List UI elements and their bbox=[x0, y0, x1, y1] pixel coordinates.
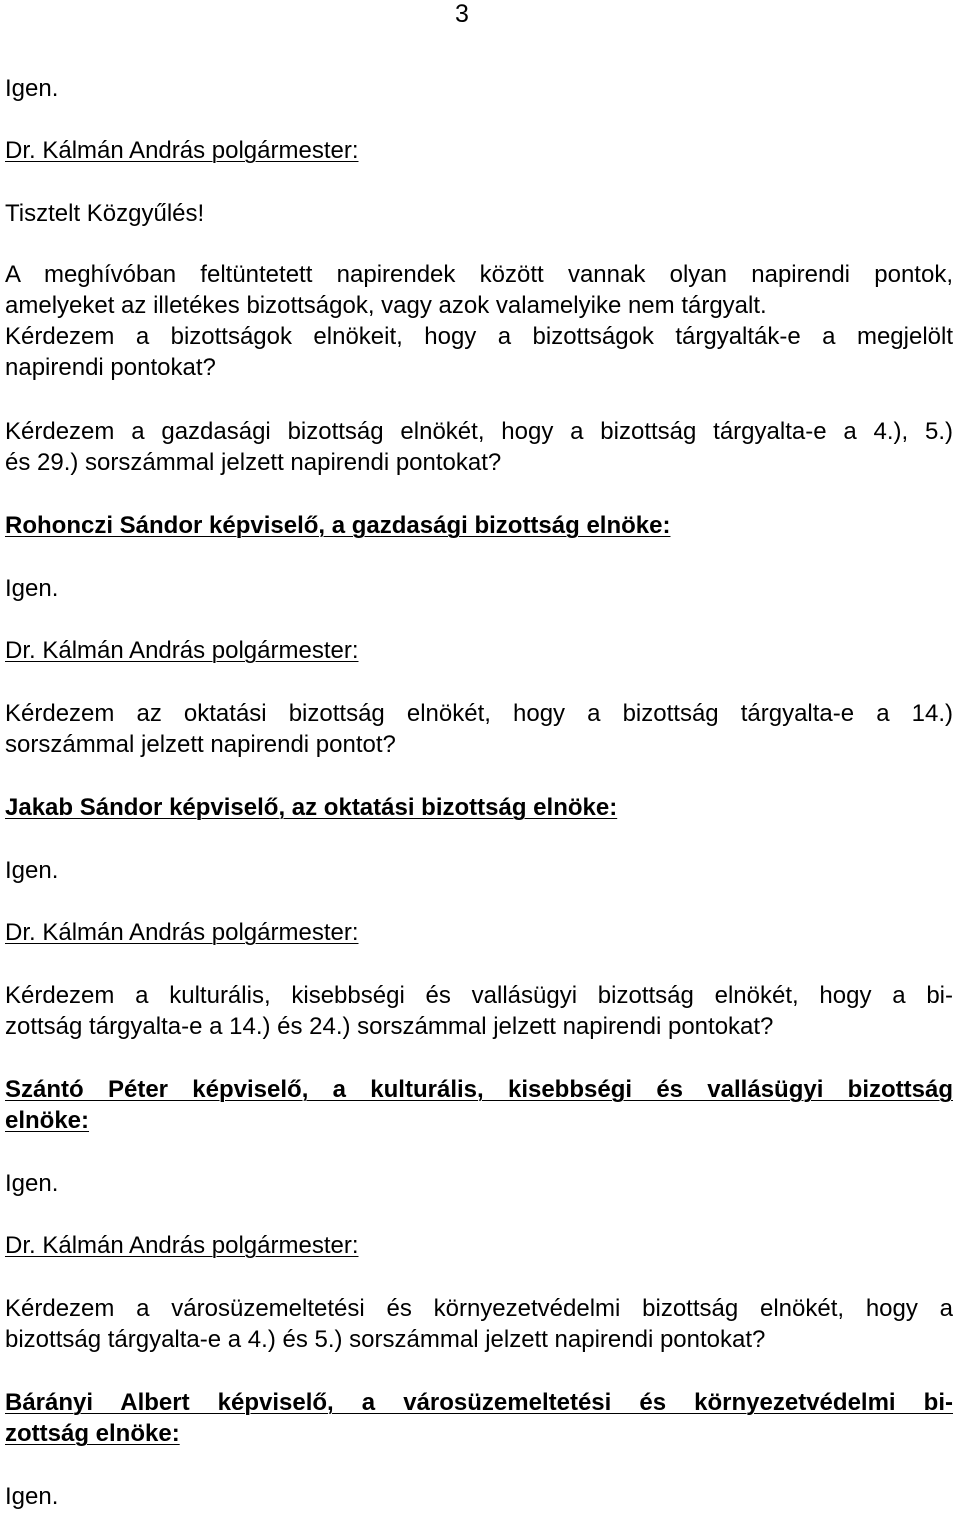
paragraph-line: sorszámmal jelzett napirendi pontot? bbox=[5, 731, 396, 758]
reply-text: Igen. bbox=[5, 1483, 59, 1510]
speaker-heading: Dr. Kálmán András polgármester: bbox=[5, 137, 359, 164]
paragraph-line: zottság tárgyalta-e a 14.) és 24.) sorszámmal jelzett napirendi pontokat? bbox=[5, 1013, 774, 1040]
speaker-heading: zottság elnöke: bbox=[5, 1420, 180, 1447]
speaker-heading: Dr. Kálmán András polgármester: bbox=[5, 919, 359, 946]
speaker-heading: Dr. Kálmán András polgármester: bbox=[5, 1232, 359, 1259]
paragraph-line: A meghívóban feltüntetett napirendek között vannak olyan napirendi pontok, bbox=[5, 261, 953, 288]
reply-text: Igen. bbox=[5, 1170, 59, 1197]
page-number: 3 bbox=[455, 0, 469, 28]
speaker-heading: Jakab Sándor képviselő, az oktatási bizottság elnöke: bbox=[5, 794, 618, 821]
speaker-heading: Szántó Péter képviselő, a kulturális, kisebbségi és vallásügyi bizottság bbox=[5, 1076, 953, 1103]
speaker-heading: Bárányi Albert képviselő, a városüzemeltetési és környezetvédelmi bi- bbox=[5, 1389, 953, 1416]
paragraph-line: Tisztelt Közgyűlés! bbox=[5, 200, 205, 227]
paragraph-line: Kérdezem az oktatási bizottság elnökét, hogy a bizottság tárgyalta-e a 14.) bbox=[5, 700, 953, 727]
speaker-heading: elnöke: bbox=[5, 1107, 90, 1134]
paragraph-line: Kérdezem a bizottságok elnökeit, hogy a bizottságok tárgyalták-e a megjelölt bbox=[5, 323, 953, 350]
paragraph-line: és 29.) sorszámmal jelzett napirendi pontokat? bbox=[5, 449, 502, 476]
paragraph-line: Kérdezem a gazdasági bizottság elnökét, hogy a bizottság tárgyalta-e a 4.), 5.) bbox=[5, 418, 953, 445]
paragraph-line: amelyeket az illetékes bizottságok, vagy azok valamelyike nem tárgyalt. bbox=[5, 292, 767, 319]
reply-text: Igen. bbox=[5, 75, 59, 102]
speaker-heading: Dr. Kálmán András polgármester: bbox=[5, 637, 359, 664]
paragraph-line: Kérdezem a kulturális, kisebbségi és vallásügyi bizottság elnökét, hogy a bi- bbox=[5, 982, 953, 1009]
paragraph-line: bizottság tárgyalta-e a 4.) és 5.) sorszámmal jelzett napirendi pontokat? bbox=[5, 1326, 766, 1353]
paragraph-line: Kérdezem a városüzemeltetési és környezetvédelmi bizottság elnökét, hogy a bbox=[5, 1295, 953, 1322]
reply-text: Igen. bbox=[5, 575, 59, 602]
paragraph-line: napirendi pontokat? bbox=[5, 354, 216, 381]
speaker-heading: Rohonczi Sándor képviselő, a gazdasági bizottság elnöke: bbox=[5, 512, 671, 539]
reply-text: Igen. bbox=[5, 857, 59, 884]
